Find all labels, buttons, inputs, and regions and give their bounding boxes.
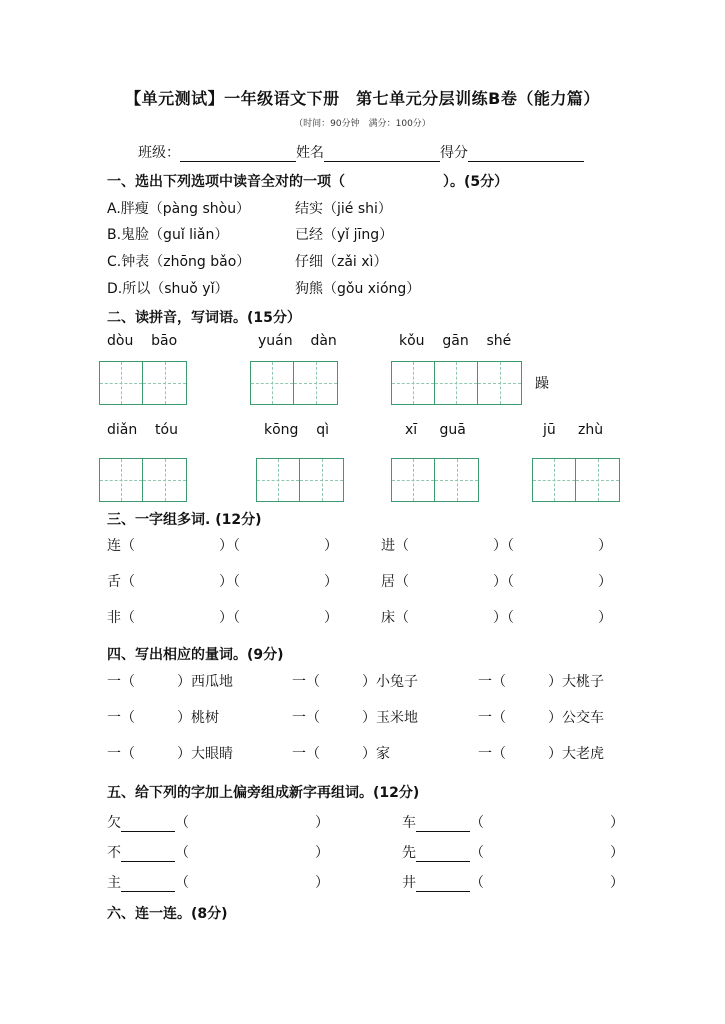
writing-grid-6[interactable] — [391, 458, 479, 502]
radical-item: 井 （ ） — [402, 875, 624, 891]
writing-grid-3[interactable] — [391, 361, 522, 405]
option-b-1: B.鬼脸（guǐ liǎn） — [107, 227, 229, 243]
writing-grid-1[interactable] — [99, 361, 187, 405]
measure-word-item: 一（ ）玉米地 — [292, 710, 418, 726]
writing-grid-2[interactable] — [250, 361, 338, 405]
pinyin-2: yuán dàn — [258, 333, 337, 349]
radical-item: 主 （ ） — [107, 875, 329, 891]
grid-3-suffix: 躁 — [535, 376, 549, 392]
section-4-heading: 四、写出相应的量词。(9分) — [107, 647, 284, 663]
word-group-item: 非（ ）（ ） — [107, 610, 338, 626]
radical-item: 欠 （ ） — [107, 815, 329, 831]
measure-word-item: 一（ ）西瓜地 — [107, 674, 233, 690]
word-group-item: 舌（ ）（ ） — [107, 574, 338, 590]
radical-blank[interactable] — [121, 847, 175, 862]
word-group-item: 居（ ）（ ） — [381, 574, 612, 590]
radical-blank[interactable] — [416, 847, 470, 862]
measure-word-item: 一（ ）公交车 — [478, 710, 604, 726]
option-d-1: D.所以（shuǒ yǐ） — [107, 281, 229, 297]
name-field[interactable] — [324, 146, 440, 162]
pinyin-7: jū zhù — [543, 422, 604, 438]
section-6-heading: 六、连一连。(8分) — [107, 906, 228, 922]
pinyin-5: kōng qì — [264, 422, 330, 438]
class-field[interactable] — [180, 146, 296, 162]
word-group-item: 进（ ）（ ） — [381, 538, 612, 554]
name-label: 姓名 — [296, 145, 324, 161]
measure-word-item: 一（ ）家 — [292, 746, 390, 762]
section-5-heading: 五、给下列的字加上偏旁组成新字再组词。(12分) — [107, 785, 420, 801]
radical-item: 车 （ ） — [402, 815, 624, 831]
class-label: 班级： — [138, 145, 180, 161]
option-a-1: A.胖瘦（pàng shòu） — [107, 201, 251, 217]
exam-meta: （时间：90分钟 满分：100分） — [294, 119, 431, 129]
option-a-2: 结实（jié shi） — [295, 201, 392, 217]
pinyin-6: xī guā — [405, 422, 466, 438]
option-c-1: C.钟表（zhōng bǎo） — [107, 254, 251, 270]
measure-word-item: 一（ ）大眼睛 — [107, 746, 233, 762]
radical-blank[interactable] — [416, 817, 470, 832]
section-1-heading: 一、选出下列选项中读音全对的一项（ ）。(5分） — [107, 174, 509, 190]
radical-blank[interactable] — [121, 877, 175, 892]
writing-grid-4[interactable] — [99, 458, 187, 502]
writing-grid-5[interactable] — [256, 458, 344, 502]
option-b-2: 已经（yǐ jīng） — [295, 227, 394, 243]
pinyin-4: diǎn tóu — [107, 422, 178, 438]
option-c-2: 仔细（zǎi xì） — [295, 254, 388, 270]
radical-blank[interactable] — [121, 817, 175, 832]
measure-word-item: 一（ ）小兔子 — [292, 674, 418, 690]
pinyin-1: dòu bāo — [107, 333, 178, 349]
measure-word-item: 一（ ）大桃子 — [478, 674, 604, 690]
measure-word-item: 一（ ）桃树 — [107, 710, 219, 726]
info-line — [138, 142, 584, 162]
word-group-item: 连（ ）（ ） — [107, 538, 338, 554]
pinyin-3: kǒu gān shé — [399, 333, 512, 349]
score-label: 得分 — [440, 145, 468, 161]
radical-item: 先 （ ） — [402, 845, 624, 861]
section-3-heading: 三、一字组多词. (12分) — [107, 512, 262, 528]
section-2-heading: 二、读拼音，写词语。(15分） — [107, 310, 301, 326]
option-d-2: 狗熊（gǒu xióng） — [295, 281, 421, 297]
radical-item: 不 （ ） — [107, 845, 329, 861]
writing-grid-7[interactable] — [532, 458, 620, 502]
score-field[interactable] — [468, 146, 584, 162]
measure-word-item: 一（ ）大老虎 — [478, 746, 604, 762]
page-title: 【单元测试】一年级语文下册 第七单元分层训练B卷（能力篇） — [125, 89, 600, 108]
radical-blank[interactable] — [416, 877, 470, 892]
word-group-item: 床（ ）（ ） — [381, 610, 612, 626]
